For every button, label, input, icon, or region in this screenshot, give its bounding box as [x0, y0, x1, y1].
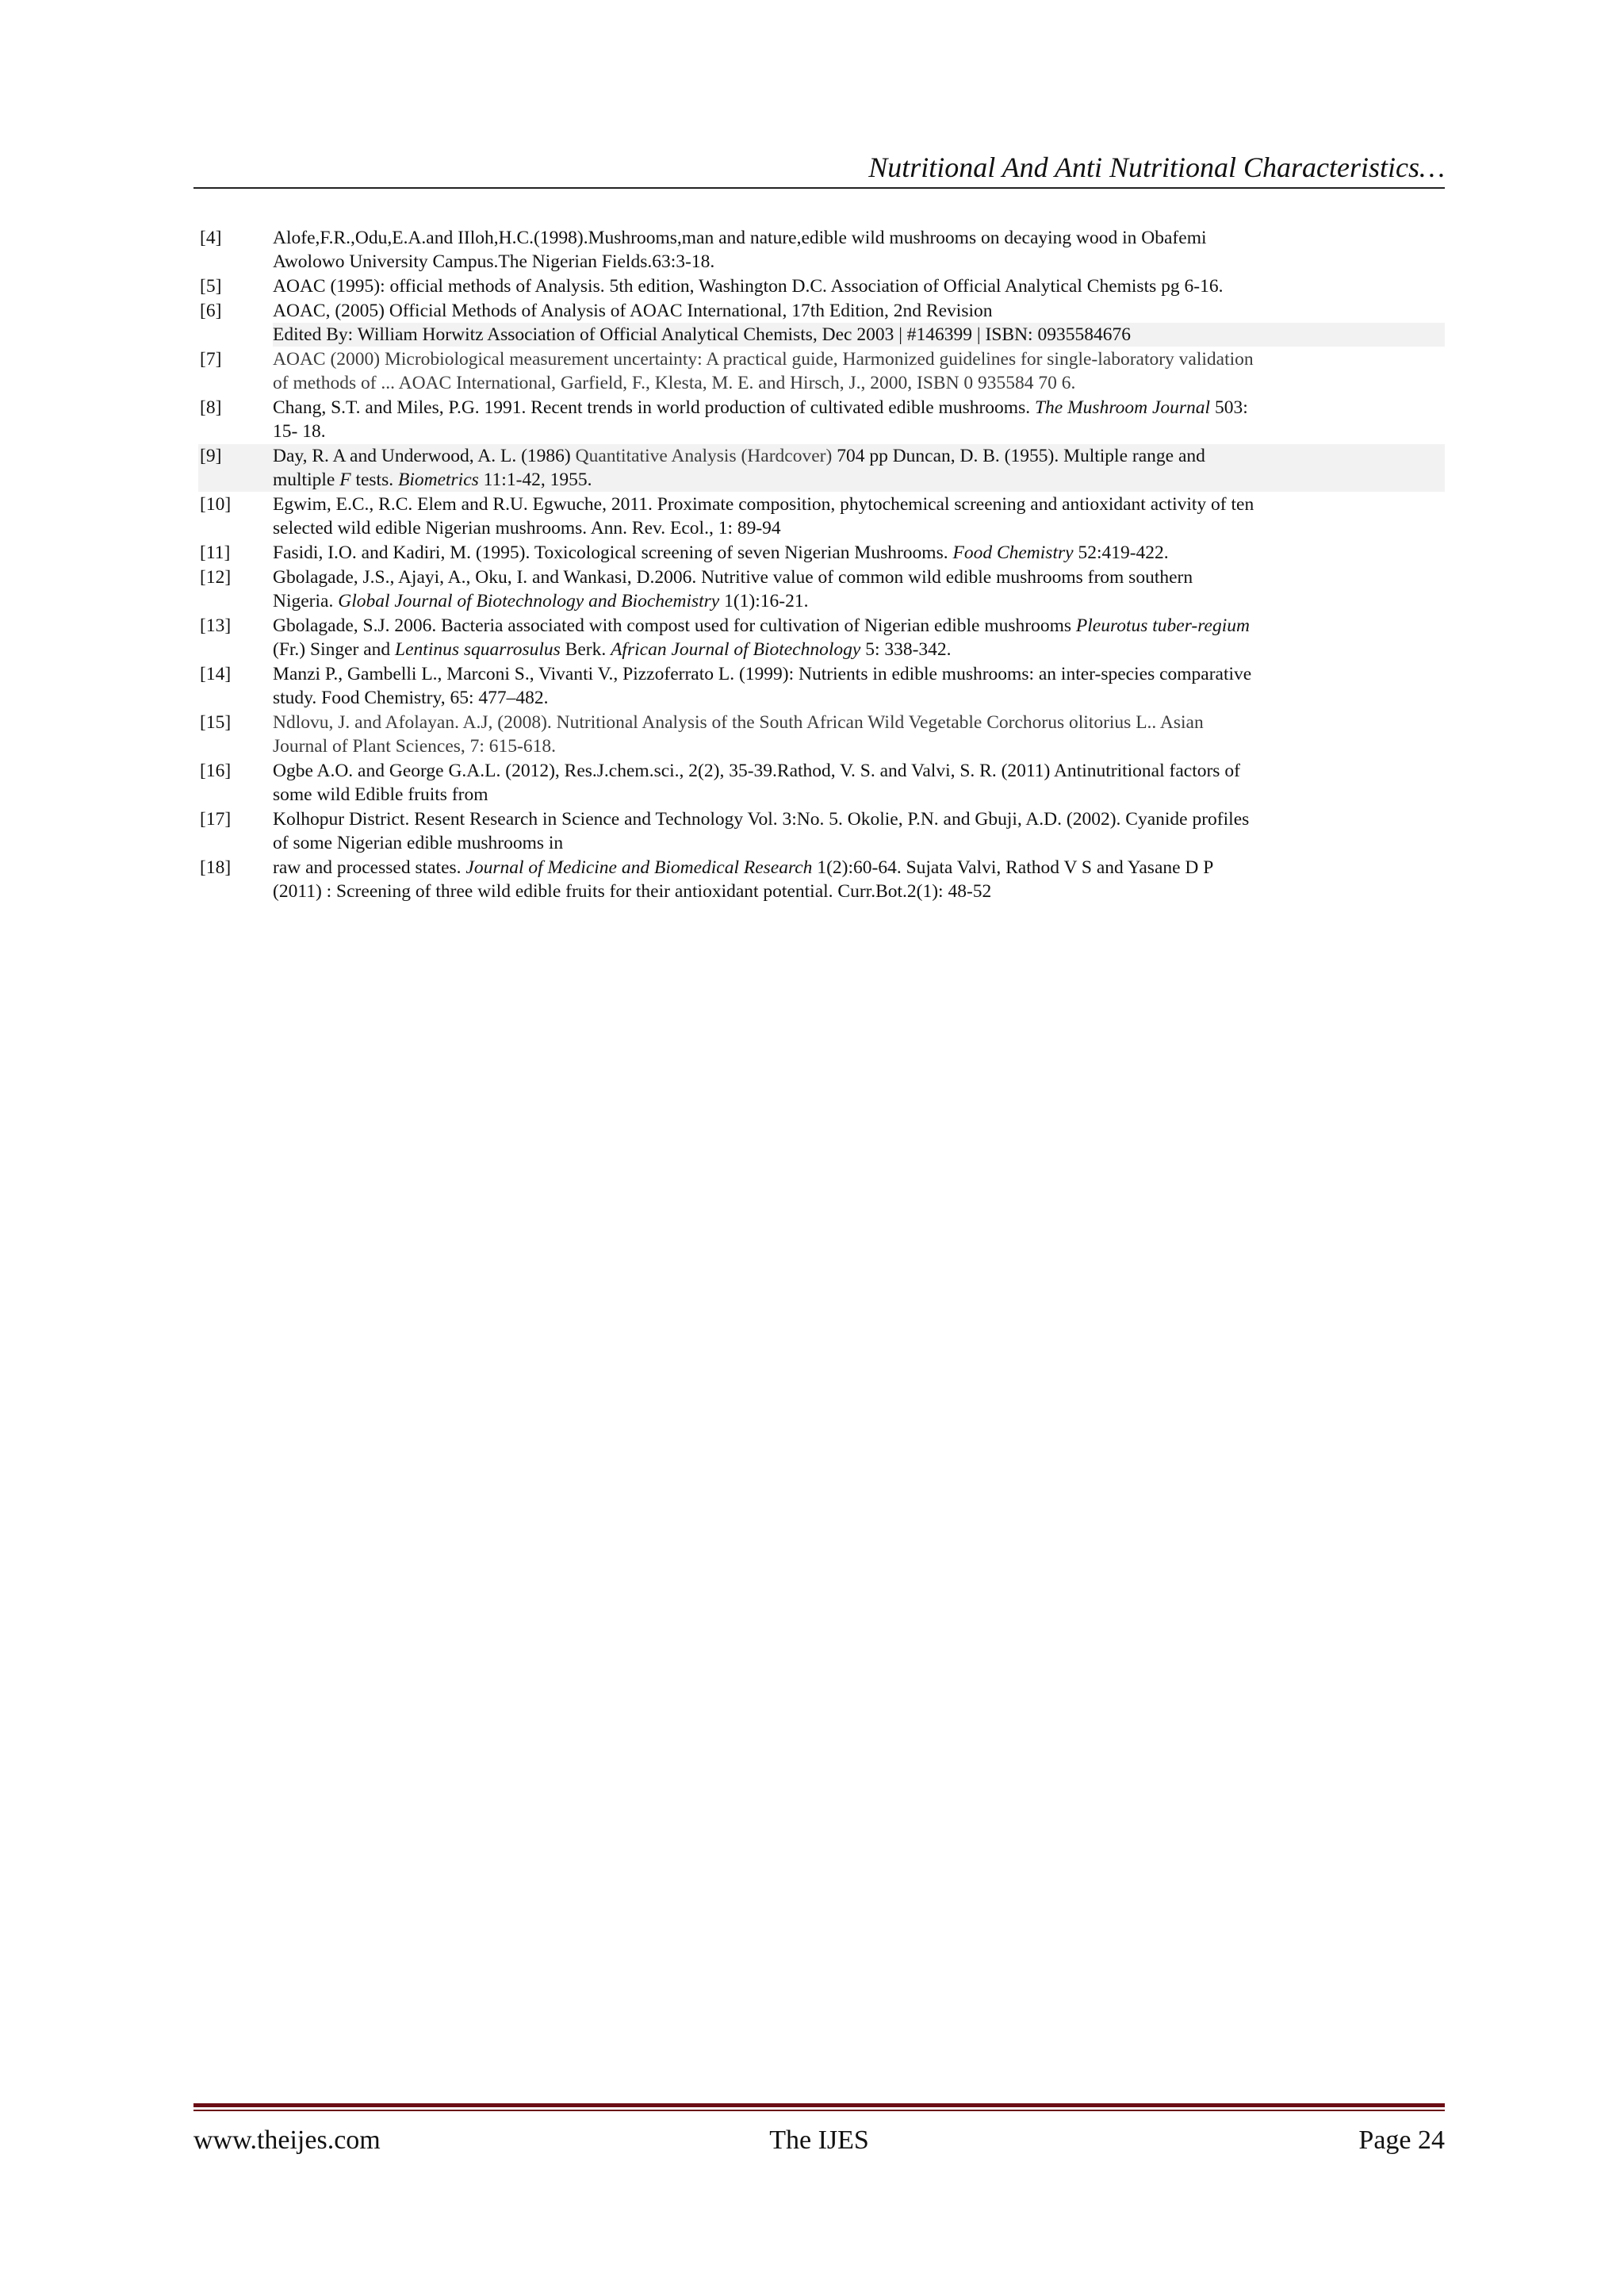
reference-line: AOAC (2000) Microbiological measurement uncertainty: A practical guide, Harmonized guidelines for single-laboratory validation	[273, 349, 1254, 370]
reference-16	[198, 759, 1445, 807]
reference-number: [15]	[200, 712, 232, 733]
reference-number: [11]	[200, 542, 231, 563]
reference-text: 52:419-422.	[1073, 542, 1169, 563]
reference-text: Chang, S.T. and Miles, P.G. 1991. Recent trends in world production of cultivated edible mushrooms.	[273, 397, 1035, 418]
reference-5	[198, 274, 1445, 298]
reference-7	[198, 347, 1445, 395]
reference-line: of methods of ... AOAC International, Garfield, F., Klesta, M. E. and Hirsch, J., 2000, ISBN 0 935584 70 6.	[273, 373, 1076, 393]
journal-title: African Journal of Biotechnology	[611, 639, 861, 660]
reference-10	[198, 493, 1445, 540]
species-name: Pleurotus tuber-regium	[1075, 615, 1250, 636]
reference-number: [8]	[200, 397, 222, 418]
reference-17	[198, 807, 1445, 855]
reference-line: AOAC, (2005) Official Methods of Analysis of AOAC International, 17th Edition, 2nd Revision	[273, 301, 993, 321]
footer-rule-thin	[193, 2110, 1445, 2111]
reference-line: Ndlovu, J. and Afolayan. A.J, (2008). Nutritional Analysis of the South African Wild Vegetable Corchorus olitorius L.. Asian	[273, 712, 1204, 733]
reference-line: Journal of Plant Sciences, 7: 615-618.	[273, 736, 557, 757]
reference-line: some wild Edible fruits from	[273, 784, 488, 805]
reference-8	[198, 396, 1445, 443]
reference-text: 1(1):16-21.	[719, 591, 809, 611]
reference-line: AOAC (1995): official methods of Analysis. 5th edition, Washington D.C. Association of Official Analytical Chemists pg 6-16.	[273, 276, 1224, 297]
reference-number: [16]	[200, 761, 232, 781]
reference-text: tests.	[350, 470, 398, 490]
reference-text: 503:	[1210, 397, 1248, 418]
reference-12	[198, 565, 1445, 613]
reference-line: Alofe,F.R.,Odu,E.A.and IIloh,H.C.(1998).Mushrooms,man and nature,edible wild mushrooms on decaying wood in Obafemi	[273, 228, 1207, 248]
journal-title: Food Chemistry	[952, 542, 1074, 563]
reference-number: [10]	[200, 494, 232, 515]
reference-number: [6]	[200, 301, 222, 321]
reference-number: [12]	[200, 567, 232, 588]
reference-4	[198, 226, 1445, 274]
reference-text: Berk.	[560, 639, 611, 660]
reference-line: Gbolagade, J.S., Ajayi, A., Oku, I. and Wankasi, D.2006. Nutritive value of common wild edible mushrooms from southern	[273, 567, 1193, 588]
reference-text: 1(2):60-64. Sujata Valvi, Rathod V S and Yasane D P	[812, 857, 1214, 878]
reference-15	[198, 711, 1445, 758]
footer-page-number: Page 24	[1358, 2125, 1445, 2155]
reference-line: of some Nigerian edible mushrooms in	[273, 833, 564, 853]
reference-line: Egwim, E.C., R.C. Elem and R.U. Egwuche, 2011. Proximate composition, phytochemical screening and antioxidant activity of ten	[273, 494, 1254, 515]
reference-line: Edited By: William Horwitz Association of Official Analytical Chemists, Dec 2003 | #146399 | ISBN: 0935584676	[273, 323, 1445, 347]
reference-text: multiple	[273, 470, 340, 490]
reference-text: raw and processed states.	[273, 857, 466, 878]
reference-line: (2011) : Screening of three wild edible fruits for their antioxidant potential. Curr.Bot.2(1): 48-52	[273, 881, 992, 902]
reference-line: Awolowo University Campus.The Nigerian Fields.63:3-18.	[273, 251, 715, 272]
reference-line: Manzi P., Gambelli L., Marconi S., Vivanti V., Pizzoferrato L. (1999): Nutrients in edible mushrooms: an inter-species comparative	[273, 664, 1252, 684]
reference-number: [9]	[200, 446, 222, 466]
journal-title: Biometrics	[397, 470, 479, 490]
reference-number: [18]	[200, 857, 232, 878]
reference-text: (Fr.) Singer and	[273, 639, 396, 660]
reference-line: selected wild edible Nigerian mushrooms. Ann. Rev. Ecol., 1: 89-94	[273, 518, 781, 539]
footer-journal: The IJES	[769, 2125, 869, 2155]
reference-number: [13]	[200, 615, 232, 636]
reference-9	[198, 444, 1445, 492]
reference-line: Kolhopur District. Resent Research in Science and Technology Vol. 3:No. 5. Okolie, P.N. and Gbuji, A.D. (2002). Cyanide profiles	[273, 809, 1250, 830]
reference-13	[198, 614, 1445, 661]
reference-line: 15- 18.	[273, 421, 326, 442]
reference-text: Day, R. A and Underwood, A. L. (1986)	[273, 446, 576, 466]
journal-title: Global Journal of Biotechnology and Biochemistry	[338, 591, 720, 611]
reference-text: 5: 338-342.	[860, 639, 952, 660]
journal-title: The Mushroom Journal	[1034, 397, 1211, 418]
reference-number: [17]	[200, 809, 232, 830]
reference-11	[198, 541, 1445, 565]
reference-18	[198, 856, 1445, 903]
footer-rule-thick	[193, 2103, 1445, 2107]
footer-website: www.theijes.com	[193, 2125, 381, 2155]
running-header	[193, 151, 1445, 189]
reference-number: [7]	[200, 349, 222, 370]
reference-number: [4]	[200, 228, 222, 248]
reference-text: 11:1-42, 1955.	[478, 470, 592, 490]
reference-text: Fasidi, I.O. and Kadiri, M. (1995). Toxicological screening of seven Nigerian Mushrooms.	[273, 542, 953, 563]
header-title: Nutritional And Anti Nutritional Characteristics…	[868, 151, 1445, 183]
reference-6	[198, 299, 1445, 347]
reference-14	[198, 662, 1445, 710]
reference-text: 704 pp Duncan, D. B. (1955). Multiple range and	[832, 446, 1205, 466]
book-title: Quantitative Analysis (Hardcover)	[575, 446, 833, 466]
reference-text: Nigeria.	[273, 591, 339, 611]
reference-text: Gbolagade, S.J. 2006. Bacteria associated with compost used for cultivation of Nigerian edible mushrooms	[273, 615, 1076, 636]
reference-list	[198, 226, 1445, 904]
journal-title: Journal of Medicine and Biomedical Research	[465, 857, 813, 878]
reference-number: [5]	[200, 276, 222, 297]
reference-line: Ogbe A.O. and George G.A.L. (2012), Res.J.chem.sci., 2(2), 35-39.Rathod, V. S. and Valvi, S. R. (2011) Antinutritional factors of	[273, 761, 1240, 781]
italic-term: F	[339, 470, 351, 490]
reference-number: [14]	[200, 664, 232, 684]
reference-line: study. Food Chemistry, 65: 477–482.	[273, 688, 549, 708]
species-name: Lentinus squarrosulus	[395, 639, 561, 660]
